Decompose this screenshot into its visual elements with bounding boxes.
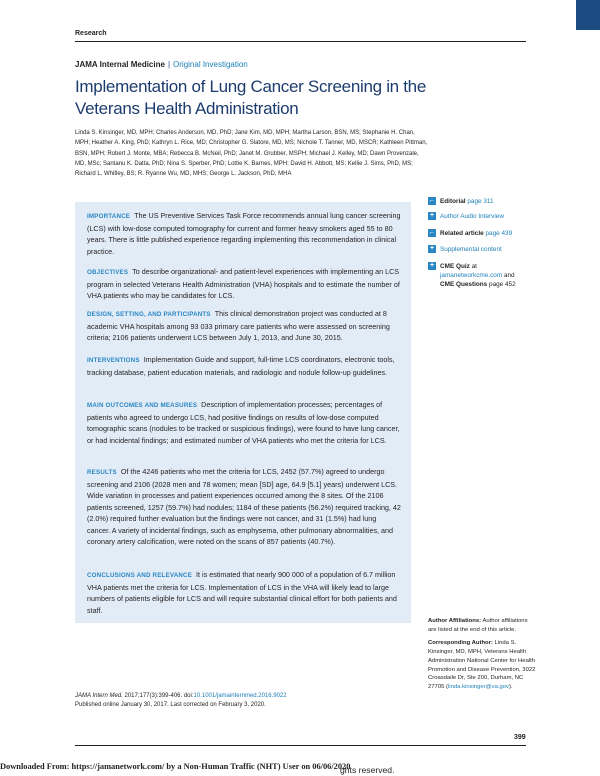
abstract-results (87, 466, 401, 548)
results-heading: RESULTS (87, 469, 117, 476)
arrow-left-icon: ← (428, 229, 436, 236)
audio-label[interactable]: Author Audio Interview (440, 213, 504, 220)
plus-icon: + (429, 262, 435, 269)
journal-name: JAMA Internal Medicine (75, 60, 165, 69)
related-page-link[interactable]: page 439 (485, 230, 513, 237)
outcomes-text: Description of implementation processes; percentages of patients who agreed to undergo LCS, had positive findings on results of low-dose computed tomographic scans (nodules to be tracked or suspicious findings), were found to have lung cancer, or had incidental findings; and estimated number of VHA patients who met the criteria for LCS. (87, 400, 400, 445)
cme-and: and (503, 272, 515, 279)
citation-details: 2017;177(3):399-406. doi: (124, 693, 194, 699)
design-text: This clinical demonstration project was conducted at 8 academic VHA hospitals among 93 033 primary care patients who were assessed on screening criteria; 2106 patients underwent LCS between July 1, 2013, and June 30, 2015. (87, 309, 390, 342)
cme-site-link[interactable]: jamanetworkcme.com (440, 272, 503, 279)
corresponding-author-text: Linda S. Kinsinger, MD, MPH, Veterans Health Administration National Center for Health Promotion and Disease Prevention, 3022 Croasdaile Dr, Ste 200, Durham, NC 27705 ( (428, 639, 536, 691)
plus-icon: + (429, 212, 435, 219)
abstract-interventions (87, 354, 401, 378)
cme-quiz-label: CME Quiz (440, 263, 470, 270)
corresponding-author-label: Corresponding Author: (428, 639, 493, 646)
article-title: Implementation of Lung Cancer Screening in the Veterans Health Administration (75, 77, 426, 118)
affiliations-block (428, 617, 536, 692)
cme-at: at (471, 263, 477, 270)
citation-block (75, 692, 415, 710)
supplemental-label[interactable]: Supplemental content (440, 246, 502, 253)
abstract-objectives (87, 266, 401, 302)
corresponding-email-link[interactable]: linda.kinsinger@va.gov (447, 684, 509, 691)
affiliations-text: Author affiliations are listed at the end of this article. (428, 618, 528, 633)
editorial-label: Editorial (440, 198, 466, 205)
objectives-text: To describe organizational- and patient-level experiences with implementing an LCS program in selected Veterans Health Administration (VHA) hospitals and to estimate the number of VHA patients who may be candidates for LCS. (87, 267, 400, 300)
related-label: Related article (440, 230, 484, 237)
page-number: 399 (514, 734, 526, 741)
download-notice: Downloaded From: https://jamanetwork.com/ by a Non-Human Traffic (NHT) User on 06/06/2020 (0, 762, 351, 771)
citation-doi-link[interactable]: 10.1001/jamainternmed.2016.9022 (193, 693, 287, 699)
section-label: Research (75, 30, 107, 37)
outcomes-heading: MAIN OUTCOMES AND MEASURES (87, 402, 198, 409)
article-type: Original Investigation (173, 60, 248, 69)
conclusions-heading: CONCLUSIONS AND RELEVANCE (87, 572, 193, 579)
abstract-conclusions (87, 569, 401, 616)
editorial-page-link[interactable]: page 311 (467, 198, 494, 205)
top-rule (75, 41, 526, 42)
abstract-box (75, 202, 411, 623)
objectives-heading: OBJECTIVES (87, 269, 129, 276)
importance-text: The US Preventive Services Task Force recommends annual lung cancer screening (LCS) with low-dose computed tomography for current and former heavy smokers aged 55 to 80 years. There is little published experience regarding implementing this recommendation in clinical practice. (87, 211, 401, 256)
conclusions-text: It is estimated that nearly 900 000 of a population of 6.7 million VHA patients met the criteria for LCS. Implementation of LCS in the VHA will likely lead to large numbers of patients eligible for LCS and will require substantial clinical effort for both patients and staff. (87, 570, 397, 615)
interventions-text: Implementation Guide and support, full-time LCS coordinators, electronic tools, tracking database, patient education materials, and radiologic and nodule follow-up guidelines. (87, 355, 395, 377)
abstract-design (87, 308, 401, 344)
journal-separator: | (167, 60, 171, 69)
importance-heading: IMPORTANCE (87, 213, 131, 220)
cme-questions-page: page 452 (489, 281, 516, 288)
cme-questions-label: CME Questions (440, 281, 488, 288)
arrow-left-icon: ← (428, 197, 436, 204)
author-list: Linda S. Kinsinger, MD, MPH; Charles Anderson, MD, PhD; Jane Kim, MD, MPH; Martha Larson, BSN, MS; Stephanie H. Chan, MPH; Heather A. King, PhD; Kathryn L. Rice, MD; Christopher G. Slatore, MD, MS; Nichole T. Tanner, MD, MSCR; Kathleen Pittman, BSN, MPH; Robert J. Monte, MBA; Rebecca B. McNeil, PhD; Janet M. Grubber, MSPH; Michael J. Kelley, MD; Dawn Provenzale, MD, MSc; Santanu K. Datta, PhD; Nina S. Sperber, PhD; Lottie K. Barnes, MPH; David H. Abbott, MS; Kellie J. Sims, PhD, MS; Richard L. Whitley, BS; R. Ryanne Wu, MD, MHS; George L. Jackson, PhD, MHA (75, 130, 428, 178)
citation-published: Published online January 30, 2017. Last corrected on February 3, 2020. (75, 702, 266, 708)
plus-icon: + (429, 245, 435, 252)
corner-tab (576, 0, 600, 30)
citation-journal: JAMA Intern Med. (75, 693, 123, 699)
journal-line (75, 60, 248, 69)
affiliations-label: Author Affiliations: (428, 618, 482, 624)
corresponding-close: ). (508, 684, 513, 691)
abstract-importance (87, 210, 401, 257)
interventions-heading: INTERVENTIONS (87, 357, 140, 364)
abstract-outcomes (87, 399, 401, 446)
design-heading: DESIGN, SETTING, AND PARTICIPANTS (87, 311, 211, 318)
bottom-rule (75, 745, 526, 746)
rights-fragment: ghts reserved. (340, 765, 395, 775)
results-text: Of the 4246 patients who met the criteria for LCS, 2452 (57.7%) agreed to undergo screening and 2106 (2028 men and 78 women; mean [SD] age, 64.9 [5.1] years) underwent LCS. Wide variation in processes and patient experiences occurred among the 8 sites. Of the 2106 patients screened, 1257 (59.7%) had nodules; 1184 of these patients (56.2%) required tracking, 42 (2.0%) required further evaluation but the findings were not cancer, and 31 (1.5%) had lung cancer. A variety of incidental findings, such as emphysema, other pulmonary abnormalities, and coronary artery calcification, were noted on the scans of 857 patients (40.7%). (87, 467, 401, 546)
